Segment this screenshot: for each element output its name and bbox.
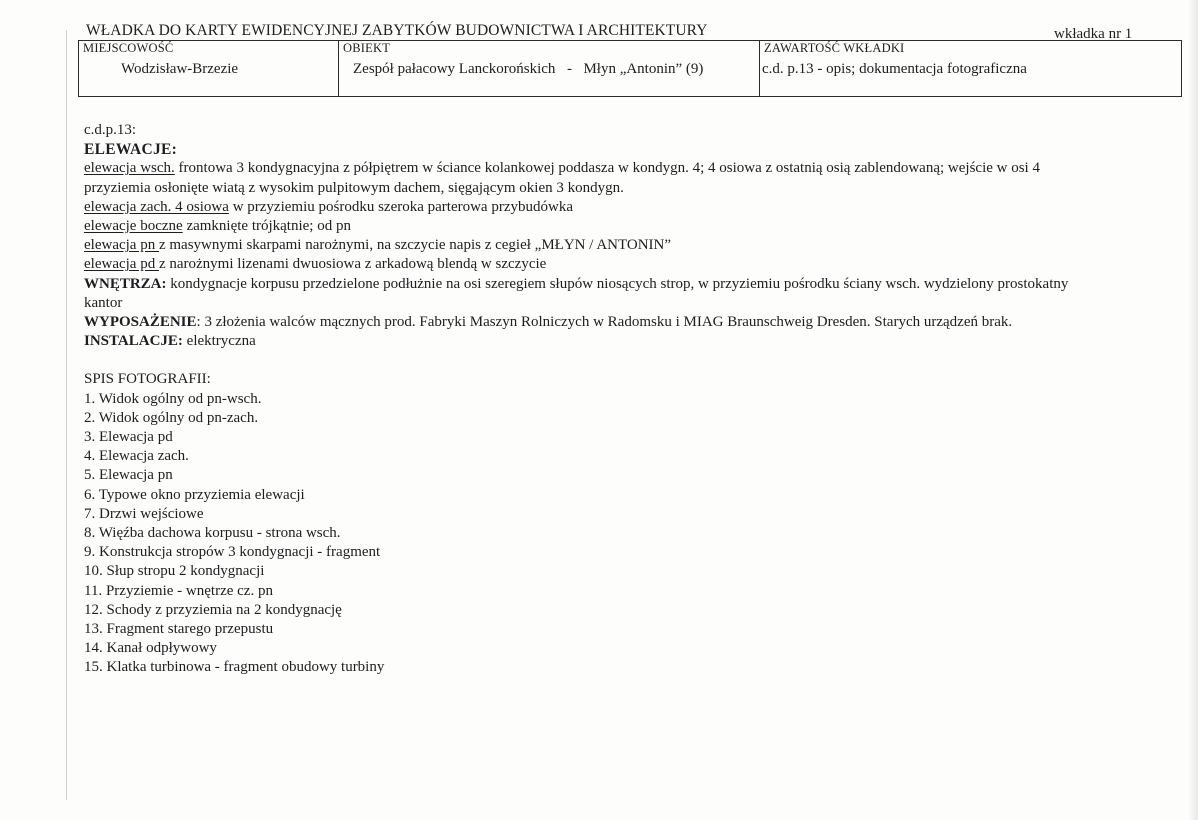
photo-list-item [84, 466, 1180, 485]
photo-caption: Elewacja zach. [99, 448, 189, 465]
photo-list-item [84, 543, 1180, 562]
photo-number: 11. [84, 582, 103, 599]
installations-label: INSTALACJE: [84, 333, 183, 350]
installations-text: elektryczna [182, 333, 256, 350]
photo-caption: Konstrukcja stropów 3 kondygnacji - fragment [99, 544, 381, 561]
east-elevation-label: elewacja wsch. [84, 160, 175, 177]
west-elevation-label: elewacja zach. 4 osiowa [84, 198, 229, 215]
photo-number: 10. [84, 563, 103, 580]
equipment-text: : 3 złożenia walców mącznych prod. Fabryki Maszyn Rolniczych w Radomsku i MIAG Braunschweig Dresden. Starych urządzeń brak. [196, 314, 1013, 331]
photo-list-item [84, 582, 1180, 601]
location-cell [79, 41, 339, 96]
photo-number: 1. [84, 390, 96, 407]
photo-caption: Widok ogólny od pn-wsch. [98, 390, 262, 407]
photo-list-item [84, 428, 1180, 447]
photo-caption: Typowe okno przyziemia elewacji [98, 486, 305, 503]
interiors-label: WNĘTRZA: [84, 275, 167, 292]
scan-edge-shadow [1188, 0, 1198, 820]
insert-number: wkładka nr 1 [1054, 26, 1133, 42]
object-value [353, 61, 703, 78]
photo-number: 9. [84, 544, 96, 561]
photo-caption: Słup stropu 2 kondygnacji [106, 563, 265, 580]
photo-number: 12. [84, 601, 103, 618]
north-elevation-text: z masywnymi skarpami narożnymi, na szczycie napis z cegieł „MŁYN / ANTONIN” [158, 237, 672, 254]
content-label: ZAWARTOŚĆ WKŁADKI [764, 41, 905, 55]
east-elevation-line-2: przyziemia osłonięte wiatą z wysokim pulpitowym dachem, sięgającym okien 3 kondygn. [84, 179, 624, 196]
photo-caption: Elewacja pd [99, 429, 173, 446]
interiors-text: kondygnacje korpusu przedzielone podłużnie na osi szeregiem słupów niosących strop, w przyziemiu pośrodku ściany wsch. wydzielony prostokatny [166, 275, 1069, 292]
photo-number: 6. [84, 486, 96, 503]
installations-line [84, 332, 1180, 351]
photo-list-item [84, 639, 1180, 658]
margin-rule [66, 30, 67, 800]
south-elevation-line [84, 255, 1180, 274]
photo-number: 4. [84, 448, 96, 465]
photo-list-item [84, 409, 1180, 428]
south-elevation-label: elewacja pd [84, 256, 159, 273]
object-subname: Młyn „Antonin” (9) [583, 61, 704, 77]
side-elevations-line [84, 217, 1180, 236]
north-elevation-line [84, 236, 1180, 255]
content-cell [760, 41, 1181, 96]
photo-caption: Klatka turbinowa - fragment obudowy turbiny [106, 659, 385, 676]
equipment-label: WYPOSAŻENIE [84, 314, 197, 331]
object-cell [339, 41, 760, 96]
photo-list-item [84, 524, 1180, 543]
photo-caption: Schody z przyziemia na 2 kondygnację [106, 601, 342, 618]
photo-list-item [84, 390, 1180, 409]
photo-list-item [84, 505, 1180, 524]
header-table [78, 40, 1182, 97]
photo-list-item [84, 601, 1180, 620]
photo-list [84, 390, 1180, 678]
side-elevations-label: elewacje boczne [84, 218, 183, 235]
content-value: c.d. p.13 - opis; dokumentacja fotograficzna [762, 61, 1027, 77]
side-elevations-text: zamknięte trójkątnie; od pn [182, 218, 351, 235]
east-elevation-line-1 [84, 159, 1180, 178]
photo-caption: Kanał odpływowy [106, 640, 217, 657]
photo-number: 15. [84, 659, 103, 676]
photo-caption: Elewacja pn [99, 467, 173, 484]
photo-list-item [84, 562, 1180, 581]
description-body [84, 121, 1180, 678]
location-value: Wodzisław-Brzezie [121, 61, 239, 77]
object-separator: - [566, 61, 572, 77]
east-elevation-text: frontowa 3 kondygnacyjna z półpiętrem w ściance kolankowej poddasza w kondygn. 4; 4 osiowa z ostatnią osią zablendowaną; wejście w osi 4 [174, 160, 1040, 177]
photo-caption: Drzwi wejściowe [99, 505, 204, 522]
spacer [84, 351, 1180, 370]
photo-caption: Fragment starego przepustu [106, 621, 274, 638]
north-elevation-label: elewacja pn [84, 237, 159, 254]
photo-list-item [84, 447, 1180, 466]
photo-caption: Widok ogólny od pn-zach. [98, 409, 259, 426]
object-label: OBIEKT [343, 41, 391, 55]
photo-number: 2. [84, 409, 96, 426]
west-elevation-line [84, 198, 1180, 217]
west-elevation-text: w przyziemiu pośrodku szeroka parterowa przybudówka [228, 198, 573, 215]
photo-list-item [84, 486, 1180, 505]
equipment-line [84, 313, 1180, 332]
photo-caption: Więźba dachowa korpusu - strona wsch. [98, 525, 341, 542]
photo-number: 8. [84, 525, 96, 542]
elevations-heading: ELEWACJE: [84, 141, 178, 159]
photo-number: 7. [84, 505, 96, 522]
photo-caption: Przyziemie - wnętrze cz. pn [105, 582, 273, 599]
photo-list-item [84, 658, 1180, 677]
object-name: Zespół pałacowy Lanckorońskich [353, 61, 556, 77]
interiors-line-2: kantor [84, 294, 123, 311]
continuation-note: c.d.p.13: [84, 122, 137, 138]
south-elevation-text: z narożnymi lizenami dwuosiowa z arkadową blendą w szczycie [158, 256, 547, 273]
photo-number: 14. [84, 640, 103, 657]
photo-list-item [84, 620, 1180, 639]
location-label: MIEJSCOWOŚĆ [83, 41, 174, 55]
interiors-line-1 [84, 275, 1180, 294]
photo-number: 5. [84, 467, 96, 484]
photo-list-heading: SPIS FOTOGRAFII: [84, 371, 211, 388]
photo-number: 3. [84, 429, 96, 446]
document-title: WŁADKA DO KARTY EWIDENCYJNEJ ZABYTKÓW BUDOWNICTWA I ARCHITEKTURY [86, 22, 708, 39]
photo-number: 13. [84, 621, 103, 638]
